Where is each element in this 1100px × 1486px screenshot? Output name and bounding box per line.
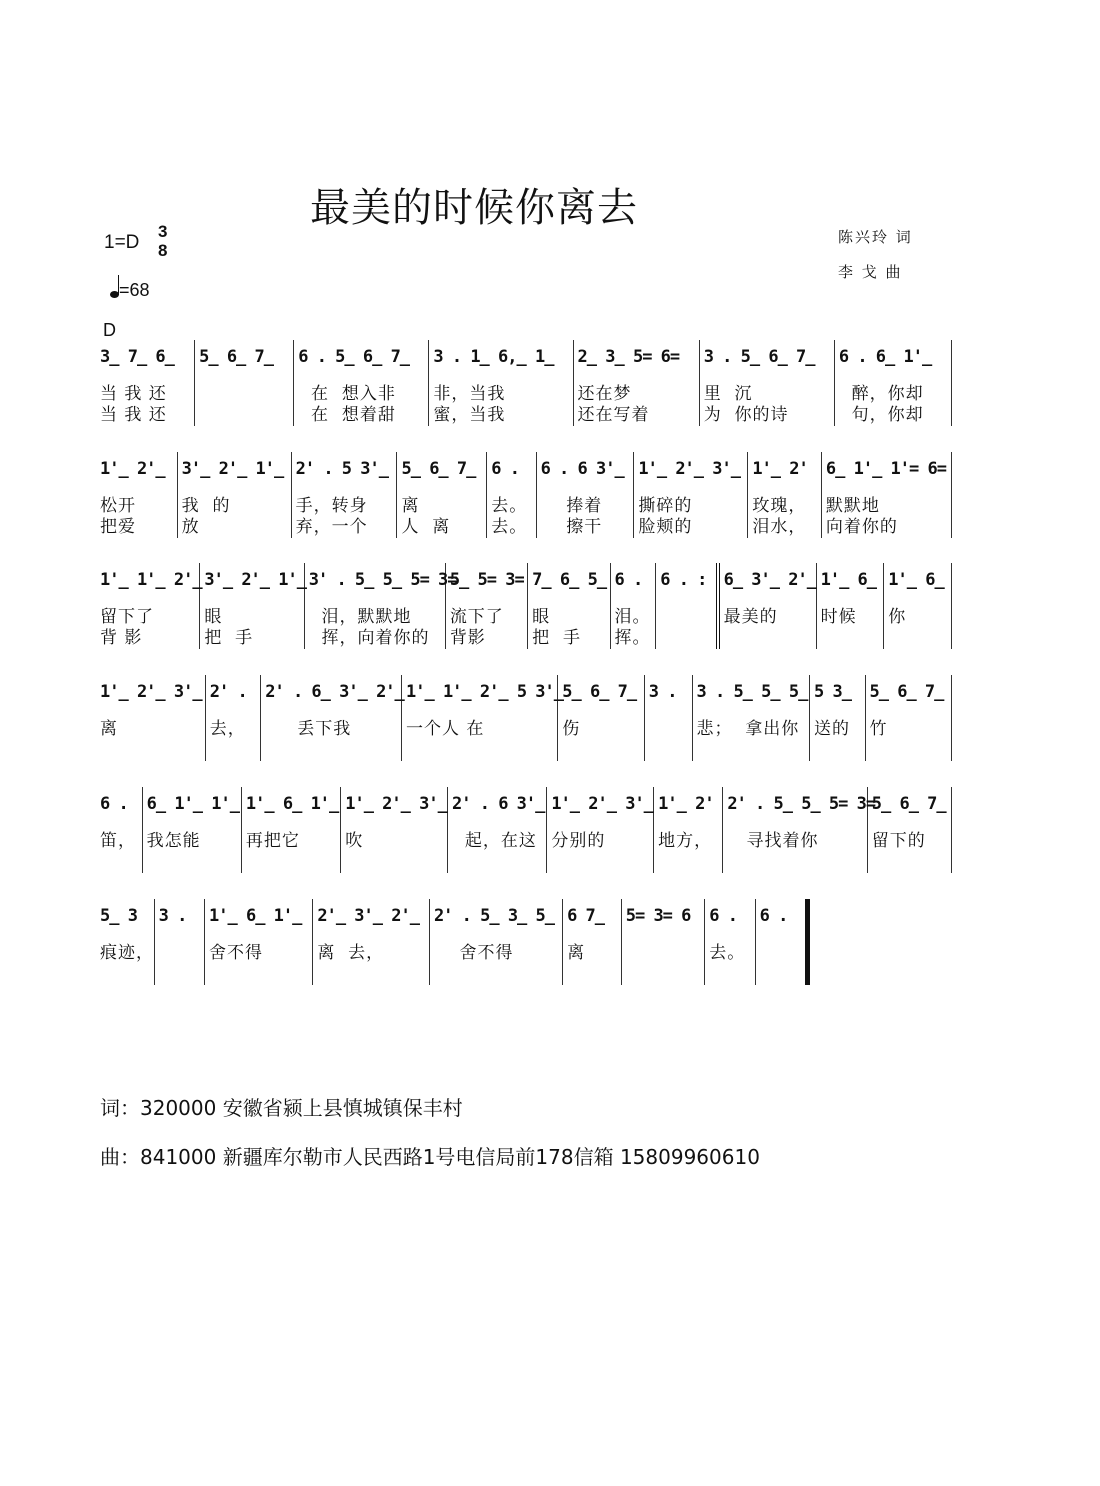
lyric-verse-2 <box>406 740 553 761</box>
lyric-verse-2: 人 离 <box>401 517 451 537</box>
notes-row: 3 . <box>158 906 187 926</box>
lyric-verse-1: 时候 <box>820 607 857 627</box>
notes-row: 5_ 3 <box>100 906 137 926</box>
lyric-verse-2: 为 你的诗 <box>703 405 789 425</box>
measure <box>693 675 811 761</box>
notes-row: 5_ 6_ 7_ <box>562 682 637 702</box>
measure <box>705 899 755 985</box>
lyric-verse-2 <box>888 628 947 649</box>
lyric-verse-1: 去， <box>209 719 246 739</box>
lyric-verse-1: 舍不得 <box>209 943 264 963</box>
time-signature-bottom: 8 <box>158 241 168 260</box>
notes-row: 6 . 6 3'_ <box>540 459 624 479</box>
lyric-verse-2: 弃，一个 <box>295 517 368 537</box>
tempo-marking <box>110 280 150 301</box>
lyric-verse-2 <box>100 964 150 985</box>
lyric-verse-1: 醉，你却 <box>838 384 924 404</box>
measure <box>100 563 200 649</box>
composer-credit: 李 戈 曲 <box>838 263 903 281</box>
lyric-verse-1: 离 <box>401 496 420 516</box>
song-title: 最美的时候你离去 <box>310 185 638 231</box>
lyric-verse-2: 向着你的 <box>825 517 898 537</box>
lyric-verse-1: 撕碎的 <box>638 496 693 516</box>
notes-row: 3 . 1_ 6,_ 1_ <box>433 347 554 367</box>
lyricist-address: 词：320000 安徽省颍上县慎城镇保丰村 <box>100 1096 463 1120</box>
measure <box>756 899 810 985</box>
lyric-verse-1: 默默地 <box>825 496 880 516</box>
lyric-verse-2: 蜜，当我 <box>433 405 506 425</box>
notes-row: 6 . <box>709 906 737 926</box>
lyric-verse-1 <box>660 607 711 628</box>
lyric-verse-1: 丢下我 <box>265 719 352 739</box>
notes-row: 5_ 6_ 7_ <box>869 682 944 702</box>
key-signature: 1=D <box>104 232 140 253</box>
lyric-verse-2: 当 我 还 <box>100 405 167 425</box>
lyric-verse-1: 我怎能 <box>146 831 201 851</box>
measure <box>100 675 206 761</box>
score-system <box>100 340 952 426</box>
notes-row: 2_ 3_ 5= 6= <box>577 347 680 367</box>
lyric-verse-2 <box>434 964 558 985</box>
notes-row: 6 . <box>614 570 643 590</box>
lyric-verse-2: 在 想着甜 <box>298 405 396 425</box>
notes-row: 5_ 6_ 7_ <box>871 794 946 814</box>
lyric-verse-1: 手，转身 <box>295 496 368 516</box>
measure <box>155 899 205 985</box>
notes-row: 5= 3= 6 <box>625 906 691 926</box>
lyric-verse-2 <box>100 852 138 873</box>
lyric-verse-2 <box>199 405 289 426</box>
lyric-verse-1: 离 <box>567 943 586 963</box>
measure <box>868 787 952 873</box>
lyric-verse-1: 我 的 <box>181 496 231 516</box>
notes-row: 5 3_ <box>814 682 851 702</box>
lyric-verse-2 <box>727 852 862 873</box>
measure <box>748 452 822 538</box>
lyric-verse-2 <box>760 964 801 985</box>
measure <box>341 787 448 873</box>
measure <box>866 675 953 761</box>
lyric-verse-1 <box>760 943 801 964</box>
lyric-verse-2 <box>814 740 861 761</box>
lyric-verse-1: 泪，默默地 <box>308 607 412 627</box>
measure <box>178 452 292 538</box>
lyric-verse-2 <box>210 740 257 761</box>
measure <box>622 899 705 985</box>
measure <box>558 675 645 761</box>
score-system <box>100 899 810 985</box>
measure <box>611 563 657 649</box>
notes-row: 1'_ 2'_ 3'_ <box>345 794 447 814</box>
notes-row: 7_ 6_ 5_ <box>532 570 607 590</box>
measure <box>100 787 143 873</box>
measure <box>205 899 313 985</box>
lyric-verse-1: 留下了 <box>100 607 154 627</box>
measure <box>305 563 457 649</box>
lyric-verse-2 <box>649 740 688 761</box>
score-system <box>100 452 952 538</box>
lyric-verse-2 <box>658 852 718 873</box>
lyric-verse-2: 挥。 <box>614 628 651 648</box>
notes-row: 3 . 5_ 5_ 5_ <box>696 682 808 702</box>
lyric-verse-1: 伤 <box>562 719 581 739</box>
lyric-verse-2 <box>872 852 947 873</box>
lyric-verse-2 <box>265 740 397 761</box>
measure <box>634 452 748 538</box>
lyric-verse-2 <box>345 852 443 873</box>
lyric-verse-2 <box>317 964 425 985</box>
notes-row: 1'_ 6_ 1'_ <box>245 794 339 814</box>
measure <box>100 452 178 538</box>
measure <box>429 340 573 426</box>
notes-row: 6_ 1'_ 1'= 6= <box>825 459 946 479</box>
measure <box>835 340 952 426</box>
lyric-verse-1: 地方， <box>658 831 713 851</box>
lyric-verse-2: 擦干 <box>540 517 603 537</box>
score-system <box>100 563 952 649</box>
notes-row: 1'_ 6_ 1'_ <box>209 906 302 926</box>
measure <box>294 340 429 426</box>
measure <box>700 340 835 426</box>
measure <box>448 787 547 873</box>
lyric-verse-1: 寻找着你 <box>727 831 819 851</box>
lyric-verse-1: 送的 <box>814 719 850 739</box>
lyric-verse-1: 最美的 <box>723 607 778 627</box>
notes-row: 1'_ 2' <box>658 794 714 814</box>
lyric-verse-1: 离 <box>100 719 118 739</box>
notes-row: 6_ 3'_ 2'_ <box>723 570 816 590</box>
notes-row: 3'_ 2'_ 1'_ <box>181 459 284 479</box>
measure <box>143 787 242 873</box>
lyric-verse-2 <box>697 740 806 761</box>
notes-row: 1'_ 6_ <box>888 570 944 590</box>
lyric-verse-2: 背 影 <box>100 628 143 648</box>
lyric-verse-1: 留下的 <box>871 831 926 851</box>
measure <box>723 787 876 873</box>
notes-row: 1'_ 2'_ <box>100 459 165 479</box>
notes-row: 1'_ 2'_ 3'_ <box>100 682 202 702</box>
notes-row: 5_ 6_ 7_ <box>199 347 273 367</box>
notes-row: 6_ 1'_ 1'_ <box>146 794 239 814</box>
notes-row: 1'_ 2'_ 3'_ <box>551 794 653 814</box>
time-signature-top: 3 <box>158 222 168 241</box>
measure <box>822 452 952 538</box>
lyric-verse-1: 非，当我 <box>433 384 506 404</box>
notes-row: 6 . <box>759 906 788 926</box>
measure <box>292 452 398 538</box>
lyric-verse-2: 放 <box>181 517 200 537</box>
lyric-verse-2 <box>452 852 542 873</box>
lyric-verse-1 <box>626 943 700 964</box>
lyric-verse-2 <box>551 852 649 873</box>
lyric-verse-1: 玫瑰， <box>752 496 807 516</box>
measure <box>195 340 294 426</box>
notes-row: 6 . <box>491 459 519 479</box>
measure <box>645 675 693 761</box>
lyric-verse-1: 眼 <box>532 607 551 627</box>
lyric-verse-2 <box>159 964 200 985</box>
measure <box>261 675 402 761</box>
lyric-verse-1: 流下了 <box>449 607 504 627</box>
notes-row: 1'_ 1'_ 2'_ 5 3'_ <box>406 682 563 702</box>
lyric-verse-1: 悲； 拿出你 <box>696 719 800 739</box>
notes-row: 5_ 6_ 7_ <box>401 459 476 479</box>
measure <box>528 563 610 649</box>
lyric-verse-1: 笛， <box>100 831 136 851</box>
lyric-verse-2: 脸颊的 <box>638 517 693 537</box>
notes-row: 2'_ 3'_ 2'_ <box>317 906 419 926</box>
measure <box>547 787 654 873</box>
lyric-verse-2 <box>709 964 750 985</box>
lyric-verse-1: 再把它 <box>245 831 300 851</box>
notes-row: 2' . 6_ 3'_ 2'_ <box>265 682 404 702</box>
notes-row: 3_ 7_ 6_ <box>100 347 174 367</box>
lyric-verse-1: 离 去， <box>317 943 385 963</box>
lyric-verse-2 <box>660 628 711 649</box>
measure <box>487 452 536 538</box>
lyric-verse-1: 一个人 在 <box>406 719 485 739</box>
lyric-verse-1: 松开 <box>100 496 136 516</box>
notes-row: 6 . 5_ 6_ 7_ <box>298 347 410 367</box>
lyric-verse-2 <box>246 852 336 873</box>
measure <box>313 899 430 985</box>
chord-symbol: D <box>103 320 116 340</box>
lyric-verse-1 <box>159 943 200 964</box>
lyric-verse-1: 捧着 <box>540 496 603 516</box>
measure <box>720 563 817 649</box>
notes-row: 2' . 5_ 5_ 5= 3= <box>727 794 876 814</box>
lyric-verse-2: 去。 <box>491 517 528 537</box>
lyric-verse-2: 把爱 <box>100 517 136 537</box>
lyric-verse-1: 泪。 <box>614 607 651 627</box>
lyric-verse-1: 吹 <box>345 831 364 851</box>
lyric-verse-2 <box>100 740 201 761</box>
measure <box>446 563 528 649</box>
measure <box>206 675 262 761</box>
measure <box>817 563 885 649</box>
notes-row: 6 . 6_ 1'_ <box>838 347 932 367</box>
lyric-verse-1 <box>199 384 289 405</box>
lyric-verse-2: 句，你却 <box>838 405 924 425</box>
lyric-verse-2: 还在写着 <box>577 405 650 425</box>
notes-row: 6 7_ <box>567 906 605 926</box>
notes-row: 5_ 5= 3= <box>449 570 524 590</box>
lyric-verse-2: 把 手 <box>204 628 254 648</box>
quarter-note-icon <box>110 291 119 298</box>
notes-row: 3 . 5_ 6_ 7_ <box>703 347 815 367</box>
measure <box>402 675 563 761</box>
measure <box>242 787 341 873</box>
lyric-verse-2 <box>626 964 700 985</box>
lyric-verse-2 <box>724 628 812 649</box>
lyric-verse-1: 舍不得 <box>433 943 514 963</box>
measure <box>100 899 155 985</box>
notes-row: 1'_ 2' <box>752 459 808 479</box>
notes-row: 1'_ 2'_ 3'_ <box>638 459 740 479</box>
measure <box>200 563 304 649</box>
score-system <box>100 675 952 761</box>
notes-row: 1'_ 1'_ 2'_ <box>100 570 202 590</box>
lyric-verse-1: 在 想入非 <box>298 384 396 404</box>
lyric-verse-1: 起，在这 <box>452 831 537 851</box>
lyric-verse-2 <box>870 740 948 761</box>
notes-row: 3' . 5_ 5_ 5= 3= <box>308 570 457 590</box>
notes-row: 2' . <box>209 682 247 702</box>
tempo-value: =68 <box>119 280 150 300</box>
composer-address: 曲：841000 新疆库尔勒市人民西路1号电信局前178信箱 15809960610 <box>100 1145 760 1169</box>
lyric-verse-2 <box>209 964 308 985</box>
notes-row: 2' . 5 3'_ <box>295 459 388 479</box>
notes-row: 3 . <box>648 682 677 702</box>
measure <box>654 787 723 873</box>
lyric-verse-1: 痕迹， <box>100 943 154 963</box>
notes-row: 3'_ 2'_ 1'_ <box>204 570 306 590</box>
lyric-verse-2 <box>147 852 237 873</box>
lyric-verse-1: 竹 <box>869 719 888 739</box>
notes-row: 2' . 5_ 3_ 5_ <box>433 906 554 926</box>
lyric-verse-2: 把 手 <box>532 628 581 648</box>
notes-row: 6 . <box>100 794 128 814</box>
measure <box>884 563 952 649</box>
lyric-verse-1: 去。 <box>491 496 528 516</box>
time-signature <box>158 222 167 260</box>
measure <box>430 899 563 985</box>
lyric-verse-2: 泪水， <box>752 517 807 537</box>
lyric-verse-1 <box>649 719 688 740</box>
lyric-verse-1: 去。 <box>709 943 746 963</box>
lyric-verse-1: 眼 <box>204 607 223 627</box>
score-system <box>100 787 952 873</box>
measure <box>537 452 635 538</box>
measure <box>100 340 195 426</box>
measure <box>810 675 866 761</box>
notes-row: 1'_ 6_ <box>820 570 877 590</box>
lyric-verse-1: 你 <box>888 607 907 627</box>
lyric-verse-1: 当 我 还 <box>100 384 167 404</box>
measure <box>397 452 487 538</box>
lyric-verse-1: 里 沉 <box>703 384 753 404</box>
lyricist-credit: 陈兴玲 词 <box>838 228 913 246</box>
lyric-verse-2 <box>821 628 880 649</box>
notes-row: 6 . : <box>660 570 707 590</box>
lyric-verse-2 <box>562 740 640 761</box>
measure <box>656 563 719 649</box>
lyric-verse-1: 分别的 <box>551 831 606 851</box>
lyric-verse-2: 挥，向着你的 <box>308 628 430 648</box>
lyric-verse-2: 背影 <box>449 628 486 648</box>
measure <box>563 899 622 985</box>
notes-row: 2' . 6 3'_ <box>452 794 545 814</box>
lyric-verse-2 <box>567 964 617 985</box>
measure <box>574 340 700 426</box>
lyric-verse-1: 还在梦 <box>577 384 632 404</box>
